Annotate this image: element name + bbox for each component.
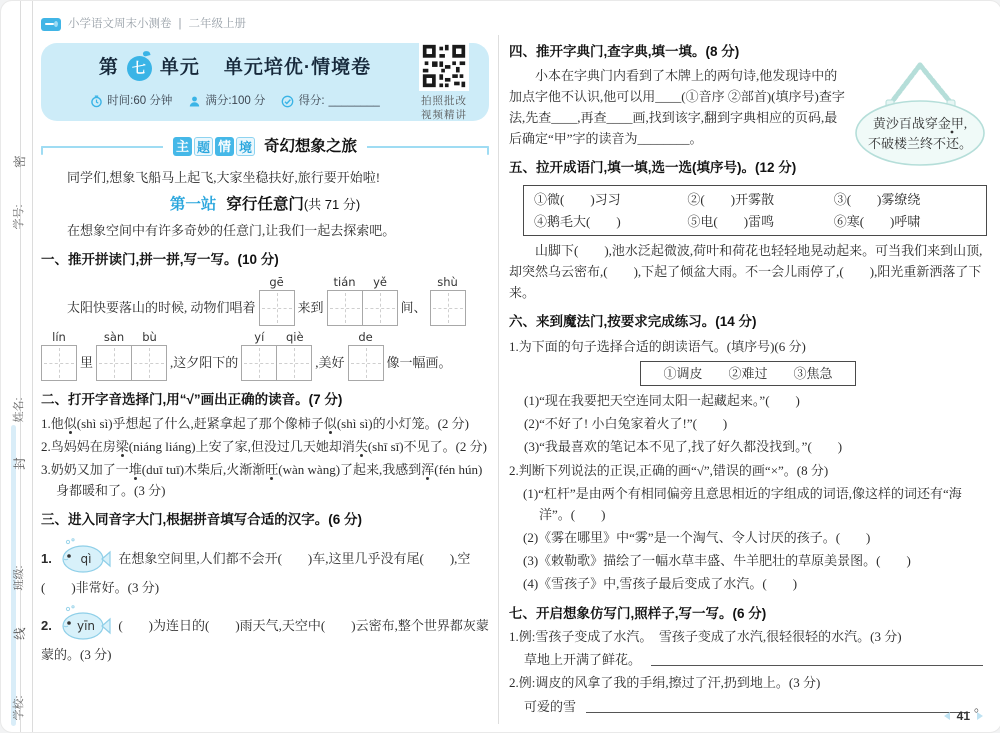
section3-heading: 三、进入同音字大门,根据拼音填写合适的汉字。(6 分) <box>41 511 363 527</box>
seal-field-name: 姓名: <box>13 397 26 423</box>
station-label: 第一站 <box>169 195 217 213</box>
theme-label <box>163 133 367 161</box>
write-box-tianye <box>327 275 398 326</box>
seal-vertical-line <box>32 1 33 732</box>
section7-fill1 <box>509 649 987 670</box>
write-box-ge <box>259 275 295 326</box>
text-segment: (duī tuī)木柴后,火渐渐 <box>141 461 266 477</box>
score-blank: ________ <box>328 94 380 107</box>
text-segment: (shì sì)乎想起了什么,赶紧拿起了那个像柿子 <box>76 415 324 431</box>
theme-banner <box>41 133 489 161</box>
character-write-cell <box>348 345 384 381</box>
person-icon <box>188 95 201 108</box>
seal-char-xian: 线 <box>12 626 27 640</box>
full-score-label: 满分:100 分 <box>205 94 266 107</box>
section2-item-1 <box>41 413 489 434</box>
pinyin-de: de <box>358 329 373 344</box>
right-column <box>509 41 987 717</box>
row2-text-3: ,美好 <box>315 354 345 370</box>
section7-heading: 七、开启想象仿写门,照样子,写一写。(6 分) <box>509 605 767 621</box>
section7-example1: 1.例:雪孩子变成了水汽。 雪孩子变成了水汽,很轻很轻的水汽。(3 分) <box>509 629 902 645</box>
section6-q1: 1.为下面的句子选择合适的朗读语气。(填序号)(6 分) <box>509 339 806 354</box>
character-write-cell <box>259 290 295 326</box>
unit-header-card <box>41 43 489 121</box>
theme-tile: 境 <box>236 137 255 156</box>
idiom-option: ⑥寒( )呼啸 <box>833 213 921 229</box>
qr-caption-line1: 拍照批改 <box>421 94 467 107</box>
unit-title-prefix: 第 <box>98 56 119 78</box>
character-write-cell <box>41 345 77 381</box>
section2-heading: 二、打开字音选择门,用“√”画出正确的读音。(7 分) <box>41 391 343 407</box>
character-write-cell <box>276 345 312 381</box>
pinyin-bu: bù <box>142 329 157 344</box>
item-number: 1. <box>41 550 52 566</box>
pinyin-ye: yě <box>373 274 387 289</box>
section5-heading: 五、拉开成语门,填一填,选一选(填序号)。(12 分) <box>509 160 797 176</box>
unit-title <box>99 53 371 84</box>
idiom-option: ①微( )习习 <box>534 191 621 207</box>
section1-heading: 一、推开拼读门,拼一拼,写一写。(10 分) <box>41 251 279 267</box>
section7-fill2 <box>509 696 987 717</box>
station-name: 穿行任意门 <box>226 195 304 213</box>
brand-grade: 二年级上册 <box>188 18 246 30</box>
station-intro: 在想象空间中有许多奇妙的任意门,让我们一起去探索吧。 <box>67 222 396 238</box>
idiom-option: ②( )开雾散 <box>687 191 775 207</box>
section3-item-2 <box>41 604 489 665</box>
time-info <box>90 92 172 111</box>
station-heading <box>41 192 489 217</box>
pinyin-shu: shù <box>437 274 458 289</box>
idiom-option: ④鹅毛大( ) <box>534 213 621 229</box>
unit-header-main <box>59 53 411 110</box>
brand-row <box>41 15 489 34</box>
pinyin-tian: tián <box>333 274 356 289</box>
hanging-sign-icon <box>853 61 987 167</box>
tone-options-box: ①调皮 ②难过 ③焦急 <box>640 361 855 386</box>
character-write-cell <box>430 290 466 326</box>
fish-icon <box>59 537 111 577</box>
column-divider <box>498 35 499 724</box>
section6-q2-item2: (2)《雾在哪里》中“雾”是一个淘气、令人讨厌的孩子。( ) <box>523 530 871 546</box>
text-segment: (niáng liáng)上安了家,但没过几天她却消 <box>128 438 355 454</box>
page-number-row <box>944 707 983 726</box>
time-label: 时间:60 分钟 <box>107 94 173 107</box>
section3-item-1 <box>41 537 489 598</box>
text-segment: (fén hún)身都暖和了。(3 分) <box>56 461 483 498</box>
row1-text-1: 太阳快要落山的时候, 动物们唱着 <box>67 299 256 315</box>
fish-pinyin: qì <box>80 551 92 566</box>
theme-tile: 主 <box>173 137 192 156</box>
pinyin-row-1 <box>41 275 489 326</box>
section5-paragraph: 山脚下( ),池水泛起微波,荷叶和荷花也轻轻地晃动起来。可当我们来到山顶,却突然乌云密布,( ),下起了倾盆大雨。不一会儿雨停了,( ),阳光重新洒落了下来。 <box>509 243 983 301</box>
section6-q1-item2: (2)“不好了! 小白兔家着火了!”( ) <box>524 416 728 432</box>
dotted-char: 浑 <box>421 461 435 477</box>
section6-heading: 六、来到魔法门,按要求完成练习。(14 分) <box>509 314 757 330</box>
fill2-period: 。 <box>973 698 987 714</box>
section4-text: 小本在字典门内看到了木牌上的两句诗,他发现诗中的加点字他不认识,他可以用____(①音序 ②部首)(填序号)查字法,先查____,再查____画,找到该字,翻到字典相应的页码,最后确定“甲”字的读音为________。 <box>509 67 845 146</box>
section6-q2-item3: (3)《敕勒歌》描绘了一幅水草丰盛、牛羊肥壮的草原美景图。( ) <box>523 553 911 569</box>
unit-title-main: 单元培优·情境卷 <box>223 56 372 78</box>
dotted-char: 堆 <box>128 461 142 477</box>
theme-tile: 题 <box>194 137 213 156</box>
text-segment: (shī sī)不见了。(2 分) <box>367 438 488 454</box>
answer-blank-line <box>586 699 970 713</box>
section6-q2-item4: (4)《雪孩子》中,雪孩子最后变成了水汽。( ) <box>523 576 798 592</box>
dotted-char: 梁 <box>115 438 129 454</box>
hanging-sign <box>853 61 987 167</box>
text-segment: 2.鸟妈妈在房 <box>41 438 116 454</box>
fill2-stem: 可爱的雪 <box>524 698 577 714</box>
dotted-char: 旺 <box>265 461 279 477</box>
dotted-char: 似 <box>63 415 77 431</box>
theme-title: 奇幻想象之旅 <box>263 138 358 156</box>
write-box-lin <box>41 330 77 381</box>
character-write-cell <box>241 345 277 381</box>
section3-item2-text: ( )为连日的( )雨天气,天空中( )云密布,整个世界都灰蒙蒙的。(3 分) <box>41 617 489 662</box>
unit-title-suffix: 单元 <box>159 56 200 78</box>
pinyin-ge: gē <box>269 274 284 289</box>
left-arrow-icon <box>944 712 950 720</box>
section7-example2: 2.例:调皮的风拿了我的手绢,擦过了汗,扔到地上。(3 分) <box>509 675 821 691</box>
qr-block <box>411 41 477 122</box>
left-column <box>41 15 489 665</box>
pinyin-qie: qiè <box>285 329 304 344</box>
brand-separator: | <box>178 18 182 30</box>
fill1-stem: 草地上开满了鲜花。 <box>524 652 642 668</box>
section3-item1-text: 在想象空间里,人们都不会开( )车,这里几乎没有尾( ),空( )非常好。(3 分) <box>41 550 471 595</box>
brand-logo-icon <box>41 18 61 31</box>
dotted-char: 似 <box>323 415 337 431</box>
pinyin-san: sàn <box>103 329 125 344</box>
character-write-cell <box>131 345 167 381</box>
idiom-option: ⑤电( )雷鸣 <box>687 213 775 229</box>
section6-q1-item1: (1)“现在我要把天空连同太阳一起藏起来。”( ) <box>524 393 800 409</box>
write-box-sanbu <box>96 330 167 381</box>
seal-line-band <box>1 1 39 732</box>
section6-q1-item3: (3)“我最喜欢的笔记本不见了,找了好久都没找到。”( ) <box>524 439 843 455</box>
pinyin-row-2 <box>41 330 489 381</box>
fish-pinyin: yīn <box>77 618 96 633</box>
check-icon <box>281 95 294 108</box>
answer-blank-line <box>651 652 983 666</box>
theme-tile: 情 <box>215 137 234 156</box>
theme-intro: 同学们,想象飞船马上起飞,大家坐稳扶好,旅行要开始啦! <box>67 169 381 185</box>
idiom-options-box <box>523 185 987 236</box>
sign-poem-line1: 黄沙百战穿金甲, <box>872 115 968 131</box>
right-arrow-icon <box>977 712 983 720</box>
seal-char-feng: 封 <box>12 456 27 470</box>
row2-text-2: ,这夕阳下的 <box>170 354 239 370</box>
idiom-option: ③( )雾缭绕 <box>833 191 921 207</box>
pinyin-lin: lín <box>52 329 66 344</box>
item-number: 2. <box>41 617 52 633</box>
pinyin-yi: yí <box>254 329 265 344</box>
page-number: 41 <box>956 708 970 723</box>
timer-icon <box>90 95 103 108</box>
section6-q2: 2.判断下列说法的正误,正确的画“√”,错误的画“×”。(8 分) <box>509 463 829 479</box>
qr-code-icon <box>419 41 469 91</box>
row1-text-2: 来到 <box>297 299 324 315</box>
section2-item-2 <box>41 436 489 457</box>
fish-icon <box>59 604 111 644</box>
section4-heading: 四、推开字典门,查字典,填一填。(8 分) <box>509 44 740 59</box>
sign-poem-line2: 不破楼兰终不还。 <box>867 135 973 151</box>
character-write-cell <box>327 290 363 326</box>
dotted-char: 失 <box>354 438 368 454</box>
text-segment: (wàn wàng)了起来,我感到 <box>278 461 422 477</box>
section4-body <box>509 65 987 149</box>
brand-series: 小学语文周末小测卷 <box>68 18 172 30</box>
text-segment: 1.他 <box>41 415 64 431</box>
full-score-info <box>188 92 265 111</box>
score-info <box>281 92 379 111</box>
row1-text-3: 间、 <box>400 299 427 315</box>
qr-caption-line2: 视频精讲 <box>421 109 467 122</box>
seal-char-mi: 密 <box>12 154 27 168</box>
row2-text-4: 像一幅画。 <box>386 354 452 370</box>
section6-q2-item1: (1)“杠杆”是由两个有相同偏旁且意思相近的字组成的词语,像这样的词还有“海洋”。( ) <box>523 486 962 523</box>
seal-field-student-no: 学号: <box>13 204 26 230</box>
station-score: (共 71 分) <box>303 196 361 212</box>
write-box-yiqie <box>241 330 312 381</box>
score-label: 得分: <box>298 94 325 107</box>
character-write-cell <box>96 345 132 381</box>
character-write-cell <box>362 290 398 326</box>
write-box-de <box>348 330 384 381</box>
text-segment: 3.奶奶又加了一 <box>41 461 129 477</box>
section2-item-3 <box>41 459 489 501</box>
seal-field-class: 班级: <box>13 565 26 591</box>
text-segment: (shì sì)的小灯笼。(2 分) <box>336 415 469 431</box>
seal-field-school: 学校: <box>13 695 26 721</box>
qr-caption <box>411 94 477 122</box>
row2-text-1: 里 <box>80 354 94 370</box>
write-box-shu <box>430 275 466 326</box>
exam-info-row <box>90 92 380 111</box>
unit-number-badge: 七 <box>127 56 152 81</box>
